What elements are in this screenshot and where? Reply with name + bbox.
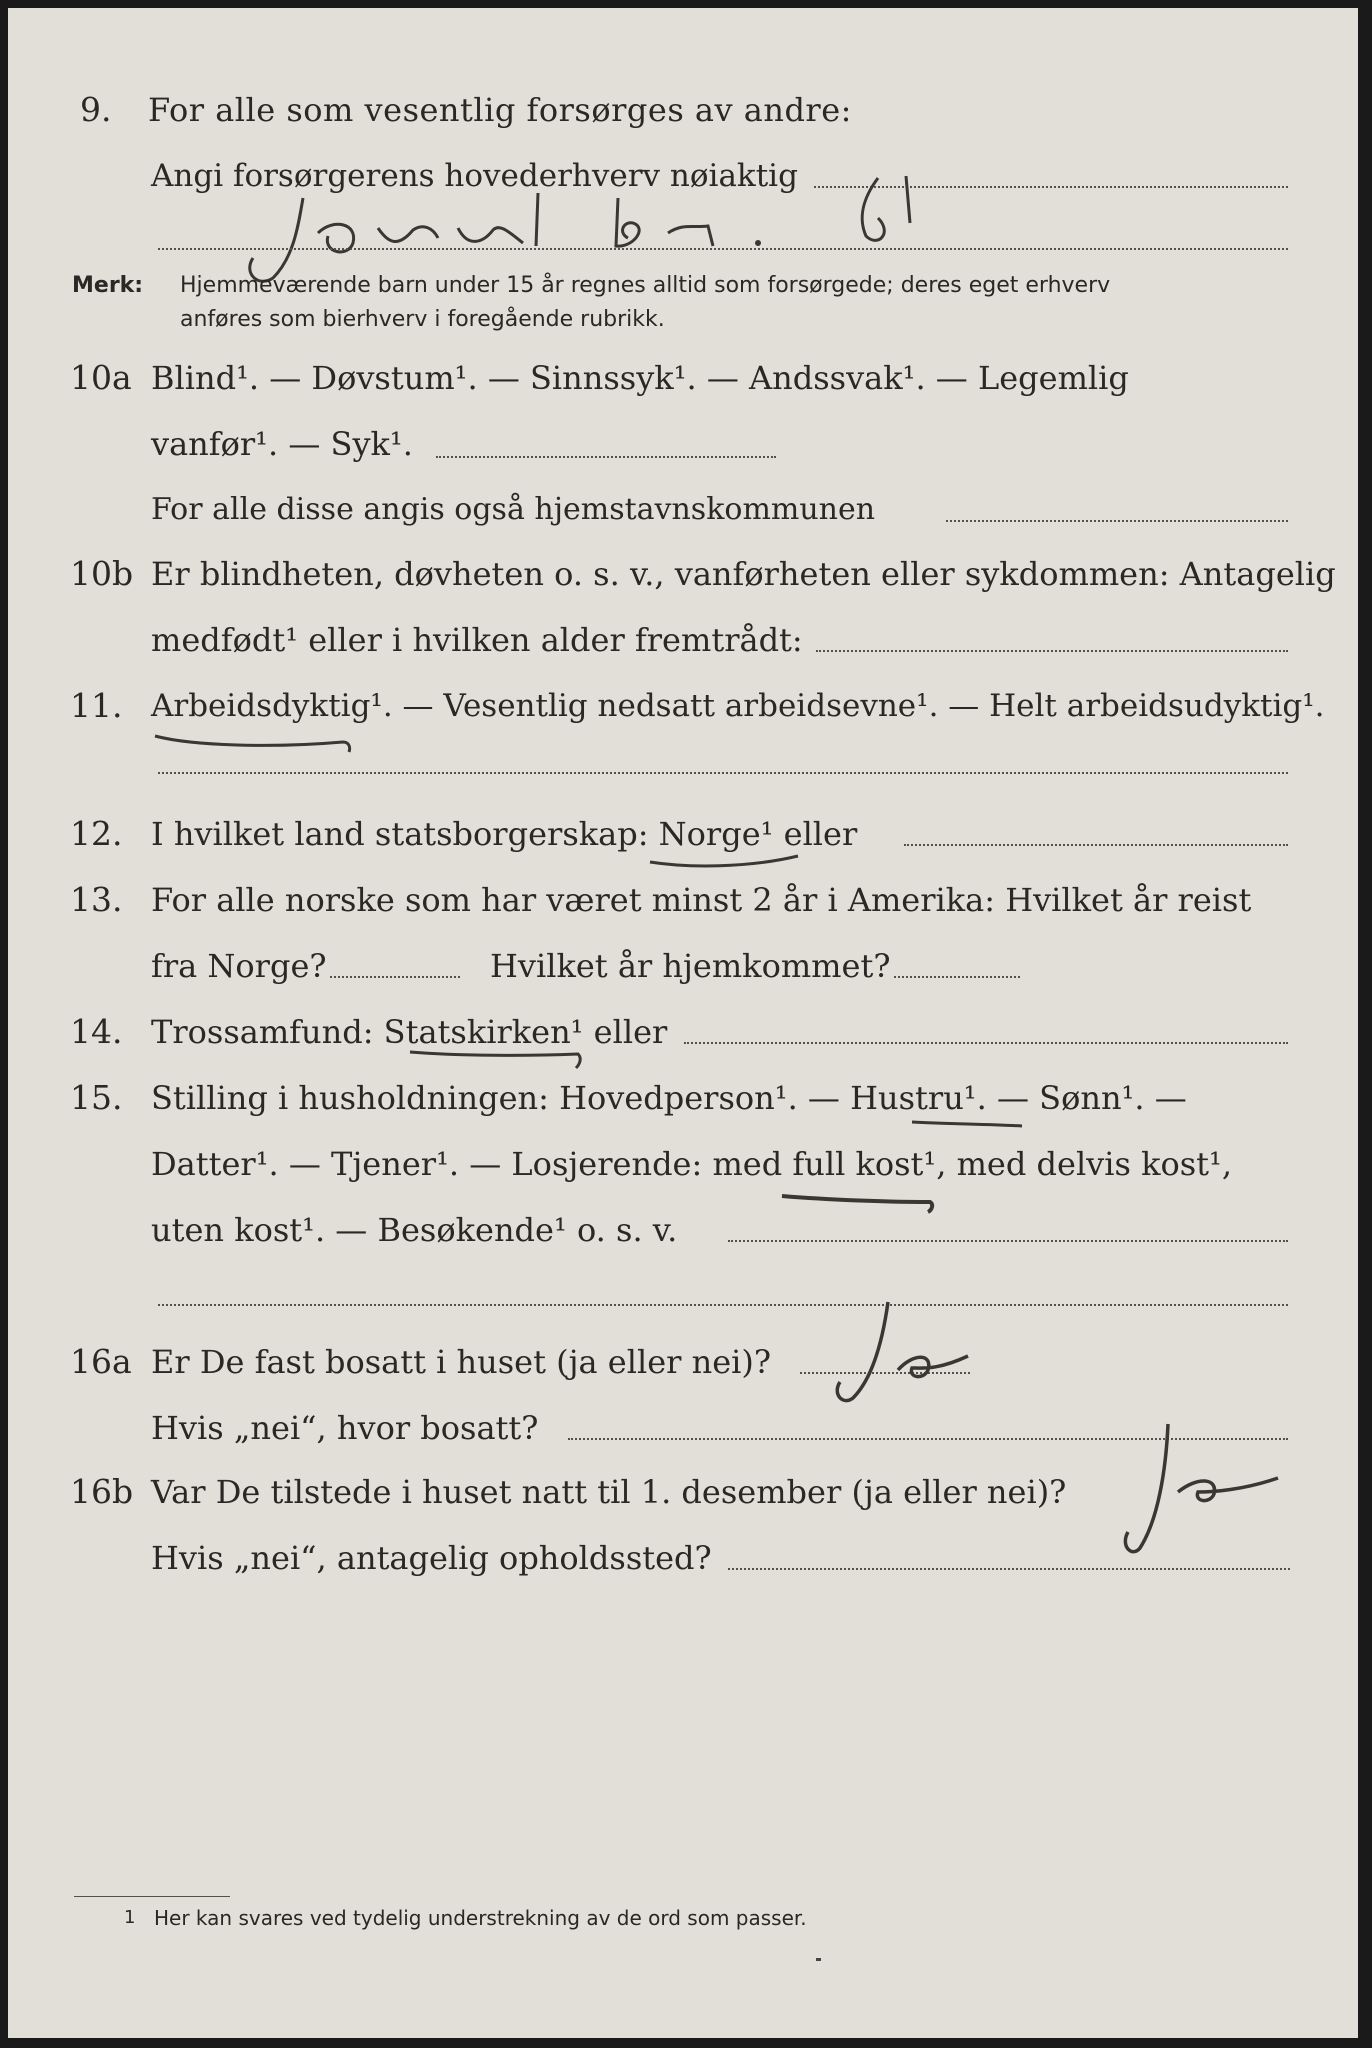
q16b-dotline <box>728 1568 1290 1570</box>
q14-number: 14. <box>70 1012 123 1051</box>
paper-speck <box>816 1958 821 1961</box>
q11-line-1: Arbeidsdyktig¹. — Vesentlig nedsatt arbeidsevne¹. — Helt arbeidsudyktig¹. <box>151 688 1325 724</box>
q9-number: 9. <box>80 90 112 129</box>
pencil-underline-icon <box>648 848 808 878</box>
pencil-underline-icon <box>408 1046 588 1076</box>
q15-second-dotline <box>158 1304 1288 1306</box>
q16a-line-2: Hvis „nei“, hvor bosatt? <box>151 1409 539 1447</box>
q10a-line-2: vanfør¹. — Syk¹. <box>151 425 413 463</box>
footnote-text: Her kan svares ved tydelig understrekning av de ord som passer. <box>154 1906 807 1930</box>
q9-prompt: Angi forsørgerens hovederhverv nøiaktig <box>151 158 798 194</box>
q12-line-1: I hvilket land statsborgerskap: Norge¹ eller <box>151 815 858 853</box>
q15-line-1: Stilling i husholdningen: Hovedperson¹. — Hustru¹. — Sønn¹. — <box>151 1079 1187 1117</box>
handwriting-ja <box>828 1298 978 1408</box>
q15-underline-med-full-kost <box>780 1186 940 1220</box>
q16b-number: 16b <box>70 1472 134 1511</box>
q13-reist-dotline <box>330 976 460 978</box>
note-line-1: Hjemmeværende barn under 15 år regnes alltid som forsørgede; deres eget erhverv <box>180 273 1111 298</box>
q16b-line-1: Var De tilstede i huset natt til 1. desember (ja eller nei)? <box>151 1473 1067 1511</box>
census-form-page <box>8 8 1358 2038</box>
q11-underline-arbeidsdyktig <box>153 728 353 762</box>
q15-line-2: Datter¹. — Tjener¹. — Losjerende: med full kost¹, med delvis kost¹, <box>151 1145 1233 1183</box>
q16a-line-1: Er De fast bosatt i huset (ja eller nei)? <box>151 1343 772 1381</box>
handwriting-ja <box>1118 1420 1288 1560</box>
q15-underline-hustru <box>910 1112 1030 1140</box>
q11-number: 11. <box>70 686 123 725</box>
q14-underline-statskirken <box>408 1046 588 1080</box>
q13-line-2a: fra Norge? <box>151 947 327 985</box>
q10a-kommune-dotline <box>946 520 1288 522</box>
q10a-line-1: Blind¹. — Døvstum¹. — Sinnssyk¹. — Andssvak¹. — Legemlig <box>151 359 1129 397</box>
q10b-number: 10b <box>70 554 134 593</box>
q12-dotline <box>904 844 1288 846</box>
q14-line-1: Trossamfund: Statskirken¹ eller <box>151 1013 668 1051</box>
note-label: Merk: <box>72 273 144 298</box>
q12-underline-norge <box>648 848 808 882</box>
q13-line-1: For alle norske som har været minst 2 år i Amerika: Hvilket år reist <box>151 881 1252 919</box>
q9-title: For alle som vesentlig forsørges av andre: <box>148 91 852 129</box>
q16a-number: 16a <box>70 1342 132 1381</box>
q15-dotline <box>728 1240 1288 1242</box>
q15-line-3: uten kost¹. — Besøkende¹ o. s. v. <box>151 1211 678 1249</box>
q10b-line-1: Er blindheten, døvheten o. s. v., vanførheten eller sykdommen: Antagelig <box>151 555 1336 593</box>
q10a-line-3: For alle disse angis også hjemstavnskommunen <box>151 492 876 527</box>
pencil-underline-icon <box>153 728 353 758</box>
q14-dotline <box>684 1042 1288 1044</box>
q9-second-dotline <box>158 248 1288 250</box>
q12-number: 12. <box>70 814 123 853</box>
note-line-2: anføres som bierhverv i foregående rubrikk. <box>180 307 665 332</box>
q11-dotline <box>158 772 1288 774</box>
q10a-number: 10a <box>70 358 132 397</box>
q16b-handwritten-answer <box>1118 1420 1288 1564</box>
q10b-dotline <box>816 650 1288 652</box>
q16a-handwritten-answer <box>828 1298 978 1412</box>
q13-line-2b: Hvilket år hjemkommet? <box>490 947 891 985</box>
q16b-line-2: Hvis „nei“, antagelig opholdssted? <box>151 1539 712 1577</box>
q10b-line-2: medfødt¹ eller i hvilken alder fremtrådt: <box>151 621 803 659</box>
q13-hjemkommet-dotline <box>894 976 1020 978</box>
footnote-marker: 1 <box>124 1907 136 1928</box>
pencil-underline-icon <box>910 1112 1030 1136</box>
pencil-underline-icon <box>780 1186 940 1216</box>
footnote-rule <box>74 1896 230 1897</box>
q15-number: 15. <box>70 1078 123 1117</box>
q10a-syk-dotline <box>436 456 776 458</box>
q13-number: 13. <box>70 880 123 919</box>
